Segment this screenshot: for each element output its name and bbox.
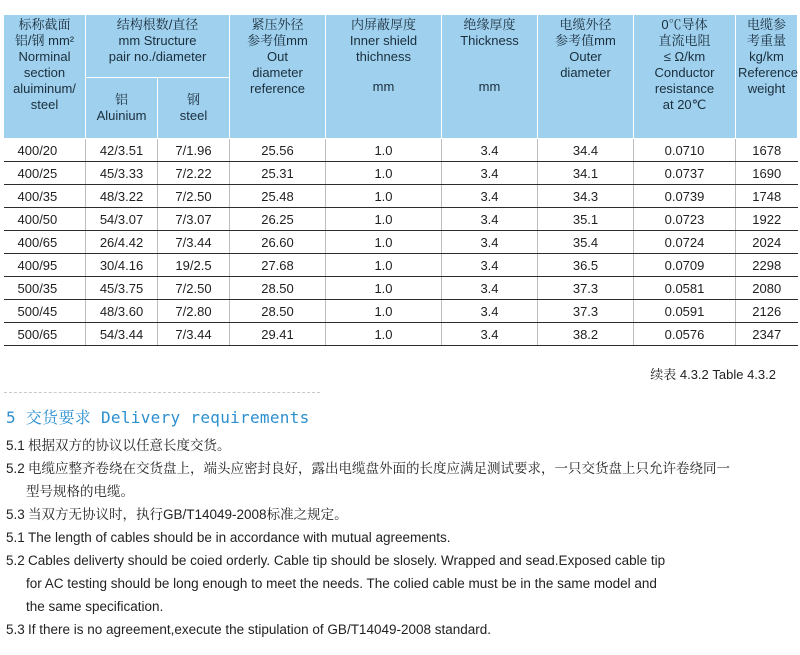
table-row (4, 162, 798, 185)
table-cell: 54/3.44 (86, 323, 158, 346)
table-cell: 2298 (736, 254, 798, 277)
table-cell: 26.60 (230, 231, 326, 254)
table-row (4, 231, 798, 254)
table-cell: 2347 (736, 323, 798, 346)
table-cell: 45/3.75 (86, 277, 158, 300)
table-cell: 38.2 (538, 323, 634, 346)
table-cell: 36.5 (538, 254, 634, 277)
table-cell: 1748 (736, 185, 798, 208)
table-row (4, 277, 798, 300)
table-cell: 35.4 (538, 231, 634, 254)
table-cell: 7/3.07 (158, 208, 230, 231)
paragraph-item (6, 526, 796, 549)
table-cell: 400/25 (4, 162, 86, 185)
table-cell: 25.56 (230, 139, 326, 162)
table-cell: 37.3 (538, 277, 634, 300)
divider (4, 392, 320, 393)
table-cell: 28.50 (230, 300, 326, 323)
table-cell: 1922 (736, 208, 798, 231)
header-conductor-resistance: 0℃导体 直流电阻 ≤ Ω/km Conductor resistance at 20℃ (634, 15, 736, 139)
table-cell: 3.4 (442, 208, 538, 231)
paragraph-number: 5.2 (6, 553, 25, 568)
table-cell: 26.25 (230, 208, 326, 231)
paragraph-number: 5.1 (6, 530, 25, 545)
table-cell: 35.1 (538, 208, 634, 231)
table-cell: 42/3.51 (86, 139, 158, 162)
table-cell: 1.0 (326, 208, 442, 231)
table-cell: 3.4 (442, 300, 538, 323)
paragraph-item (6, 549, 796, 618)
table-cell: 2126 (736, 300, 798, 323)
table-cell: 500/45 (4, 300, 86, 323)
paragraph-line: 电缆应整齐卷绕在交货盘上，端头应密封良好，露出电缆盘外面的长度应满足测试要求，一只交货盘上只允许卷绕同一 (28, 461, 730, 476)
paragraph-item (6, 503, 796, 526)
table-cell: 1.0 (326, 162, 442, 185)
table-cell: 19/2.5 (158, 254, 230, 277)
table-cell: 29.41 (230, 323, 326, 346)
paragraph-number: 5.2 (6, 461, 25, 476)
paragraph-line: Cables deliverty should be coied orderly. Cable tip should be slosely. Wrapped and sead.Exposed cable tip (28, 553, 666, 568)
paragraph-line: The length of cables should be in accordance with mutual agreements. (28, 530, 451, 545)
table-cell: 45/3.33 (86, 162, 158, 185)
table-cell: 0.0576 (634, 323, 736, 346)
table-cell: 28.50 (230, 277, 326, 300)
table-cell: 7/2.50 (158, 277, 230, 300)
table-cell: 7/2.22 (158, 162, 230, 185)
table-cell: 3.4 (442, 323, 538, 346)
table-cell: 3.4 (442, 139, 538, 162)
table-cell: 0.0723 (634, 208, 736, 231)
paragraph-line: 当双方无协议时，执行GB/T14049-2008标准之规定。 (28, 507, 348, 522)
table-row (4, 254, 798, 277)
paragraph-line: for AC testing should be long enough to meet the needs. The colied cable must be in the same model and (26, 576, 657, 591)
table-cell: 25.31 (230, 162, 326, 185)
table-cell: 2080 (736, 277, 798, 300)
header-steel: 钢 steel (158, 78, 230, 139)
table-row (4, 323, 798, 346)
table-cell: 0.0710 (634, 139, 736, 162)
table-cell: 1.0 (326, 185, 442, 208)
paragraph-line: 根据双方的协议以任意长度交货。 (28, 438, 231, 453)
table-cell: 48/3.60 (86, 300, 158, 323)
table-cell: 400/35 (4, 185, 86, 208)
table-cell: 3.4 (442, 277, 538, 300)
paragraph-line: If there is no agreement,execute the stipulation of GB/T14049-2008 standard. (28, 622, 492, 637)
table-cell: 3.4 (442, 254, 538, 277)
table-cell: 400/65 (4, 231, 86, 254)
table-cell: 0.0581 (634, 277, 736, 300)
table-cell: 1.0 (326, 139, 442, 162)
table-row (4, 185, 798, 208)
table-cell: 400/50 (4, 208, 86, 231)
table-cell: 26/4.42 (86, 231, 158, 254)
table-cell: 48/3.22 (86, 185, 158, 208)
table-cell: 7/2.50 (158, 185, 230, 208)
table-cell: 30/4.16 (86, 254, 158, 277)
header-cable-outer-diameter: 电缆外径 参考值mm Outer diameter (538, 15, 634, 139)
table-cell: 1.0 (326, 300, 442, 323)
table-cell: 27.68 (230, 254, 326, 277)
table-cell: 54/3.07 (86, 208, 158, 231)
table-cell: 3.4 (442, 162, 538, 185)
table-cell: 1678 (736, 139, 798, 162)
table-body (4, 139, 798, 346)
table-cell: 3.4 (442, 231, 538, 254)
header-reference-weight: 电缆参 考重量 kg/km Reference weight (736, 15, 798, 139)
table-cell: 2024 (736, 231, 798, 254)
header-structure: 结构根数/直径 mm Structure pair no./diameter (86, 15, 230, 78)
table-cell: 1.0 (326, 231, 442, 254)
header-inner-shield: 内屏蔽厚度 Inner shield thichness mm (326, 15, 442, 139)
table-cell: 500/65 (4, 323, 86, 346)
table-cell: 7/1.96 (158, 139, 230, 162)
header-out-diameter: 紧压外径 参考值mm Out diameter reference (230, 15, 326, 139)
table-cell: 0.0739 (634, 185, 736, 208)
table-cell: 7/3.44 (158, 323, 230, 346)
paragraph-number: 5.3 (6, 622, 25, 637)
table-cell: 34.1 (538, 162, 634, 185)
paragraph-line: the same specification. (26, 599, 164, 614)
table-cell: 1690 (736, 162, 798, 185)
header-nominal-section: 标称截面 铝/钢 mm² Norminal section aluiminum/ steel (4, 15, 86, 139)
paragraph-line: 型号规格的电缆。 (26, 484, 134, 499)
table-cell: 25.48 (230, 185, 326, 208)
table-cell: 7/3.44 (158, 231, 230, 254)
paragraph-number: 5.1 (6, 438, 25, 453)
table-cell: 0.0724 (634, 231, 736, 254)
table-cell: 37.3 (538, 300, 634, 323)
table-cell: 34.3 (538, 185, 634, 208)
table-caption: 续表 4.3.2 Table 4.3.2 (650, 367, 776, 382)
paragraph-item (6, 618, 796, 641)
table-cell: 1.0 (326, 323, 442, 346)
table-cell: 0.0709 (634, 254, 736, 277)
paragraph-item (6, 457, 796, 503)
table-cell: 500/35 (4, 277, 86, 300)
table-row (4, 139, 798, 162)
table-cell: 3.4 (442, 185, 538, 208)
table-cell: 1.0 (326, 254, 442, 277)
header-aluminium: 铝 Aluinium (86, 78, 158, 139)
table-cell: 0.0737 (634, 162, 736, 185)
header-insulation-thickness: 绝缘厚度 Thickness mm (442, 15, 538, 139)
table-row (4, 300, 798, 323)
paragraph-item (6, 434, 796, 457)
section-title: 5 交货要求 Delivery requirements (6, 408, 310, 427)
table-cell: 400/20 (4, 139, 86, 162)
table-cell: 34.4 (538, 139, 634, 162)
spec-table (3, 14, 798, 346)
table-cell: 1.0 (326, 277, 442, 300)
table-cell: 7/2.80 (158, 300, 230, 323)
paragraph-number: 5.3 (6, 507, 25, 522)
table-cell: 0.0591 (634, 300, 736, 323)
table-cell: 400/95 (4, 254, 86, 277)
table-row (4, 208, 798, 231)
